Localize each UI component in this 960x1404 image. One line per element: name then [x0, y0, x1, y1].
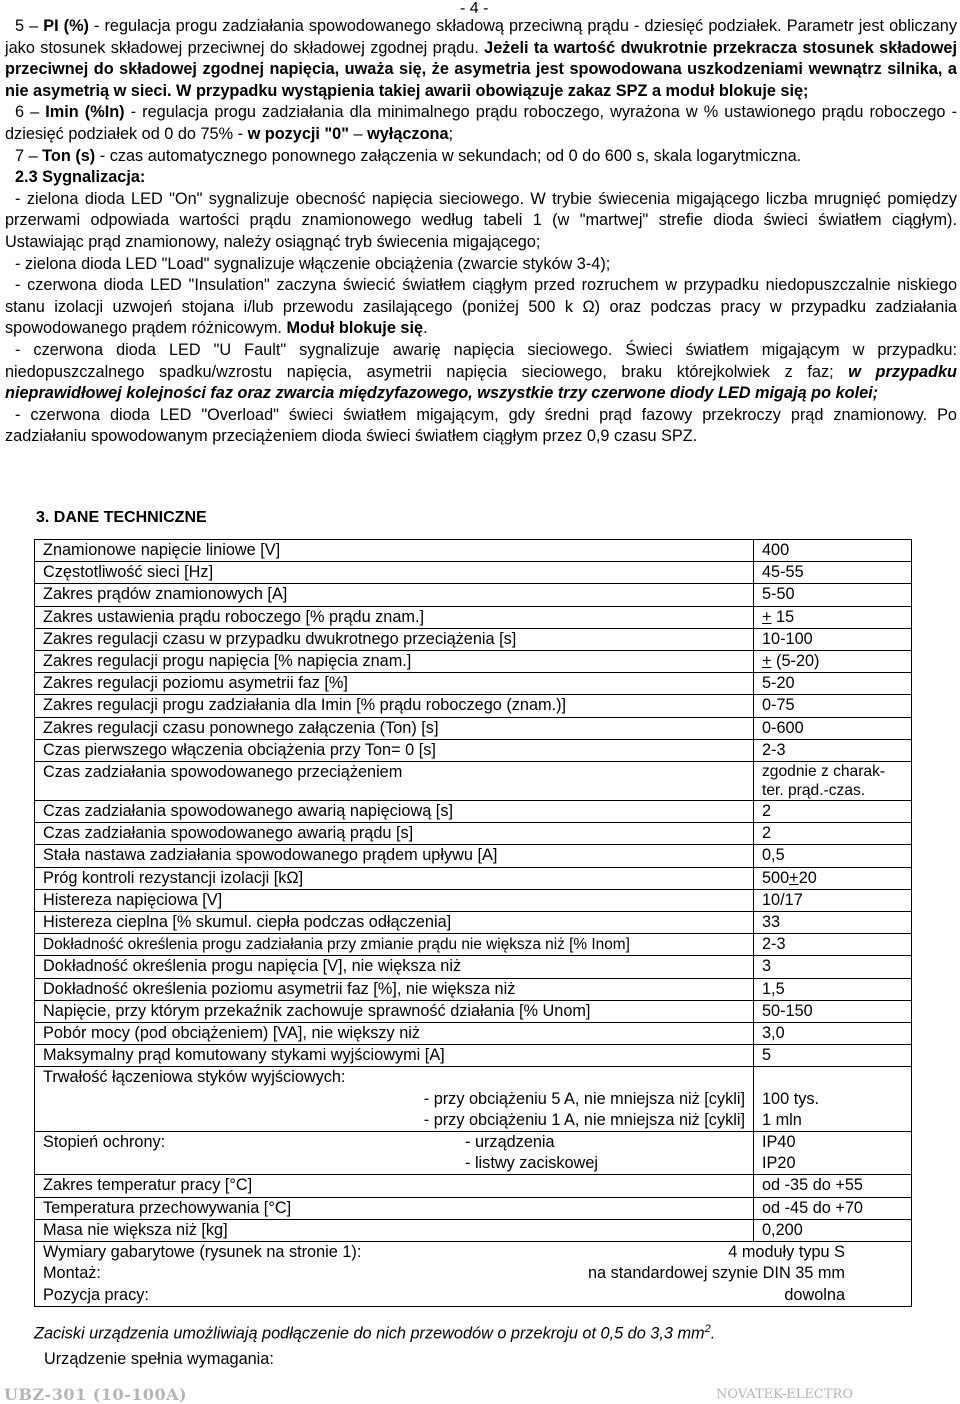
- table-row: Zakres temperatur pracy [°C] od -35 do +55: [35, 1175, 912, 1197]
- table-row: Histereza cieplna [% skumul. ciepła podczas odłączenia] 33: [35, 912, 912, 934]
- signaling-heading: 2.3 Sygnalizacja:: [15, 168, 146, 187]
- paragraph-pi: 5 – PI (%) - regulacja progu zadziałania spowodowanego składową przeciwną prądu - dziesięć podziałek. Parametr jest obliczany jako stosunek składowej przeciwnej do składowej zgodnej prądu. Jeżeli ta wartość dwukrotnie przekracza stosunek składowej przeciwnej do składowej zgodnej napięcia, uważa się, że asymetria jest spowodowana uszkodzeniami wewnątrz silnika, a nie asymetrią w sieci. W przypadku wystąpienia takiej awarii obowiązuje zakaz SPZ a moduł blokuje się;: [5, 17, 957, 100]
- table-row: Dokładność określenia progu zadziałania przy zmianie prądu nie większa niż [% Inom] 2-3: [35, 934, 912, 956]
- table-row: Czas pierwszego włączenia obciążenia przy Ton= 0 [s] 2-3: [35, 739, 912, 761]
- table-row: Próg kontroli rezystancji izolacji [kΩ] 500+20: [35, 867, 912, 889]
- table-row: Czas zadziałania spowodowanego awarią prądu [s] 2: [35, 823, 912, 845]
- footer-model: UBZ-301 (10-100A): [4, 1385, 188, 1404]
- footer-brand: NOVATEK-ELECTRO: [716, 1387, 853, 1402]
- table-row: Znamionowe napięcie liniowe [V] 400: [35, 540, 912, 562]
- table-row: Częstotliwość sieci [Hz] 45-55: [35, 562, 912, 584]
- table-row: Stopień ochrony: - urządzenia - listwy zaciskowej IP40 IP20: [35, 1132, 912, 1175]
- signal-led-ufault: - czerwona dioda LED "U Fault" sygnalizuje awarię napięcia sieciowego. Świeci światłem migającym w przypadku: niedopuszczalnego spadku/wzrostu napięcia, asymetrii napięcia sieciowego, braku którejkolwiek z faz; w przypadku nieprawidłowej kolejności faz oraz zwarcia międzyfazowego, wszystkie trzy czerwone diody LED migają po kolei;: [5, 340, 957, 403]
- requirements-note: Urządzenie spełnia wymagania:: [44, 1350, 274, 1368]
- signal-led-load: - zielona dioda LED "Load" sygnalizuje włączenie obciążenia (zwarcie styków 3-4);: [15, 254, 611, 273]
- signal-led-on: - zielona dioda LED "On" sygnalizuje obecność napięcia sieciowego. W trybie świecenia migającego liczba mrugnięć pomiędzy przerwami odpowiada wartości prądu znamionowego według tabeli 1 (w "martwej" strefie dioda świeci światłem ciągłym). Ustawiając prąd znamionowy, należy osiągnąć tryb świecenia migającego;: [5, 189, 957, 251]
- table-row: Czas zadziałania spowodowanego przeciążeniem zgodnie z charak- ter. prąd.-czas.: [35, 762, 912, 801]
- terminals-note: Zaciski urządzenia umożliwiają podłączenie do nich przewodów o przekroju ot 0,5 do 3,3 $mm^2$.: [34, 1323, 716, 1343]
- table-row: Pobór mocy (pod obciążeniem) [VA], nie większy niż 3,0: [35, 1023, 912, 1045]
- table-row: Zakres regulacji progu zadziałania dla Imin [% prądu roboczego (znam.)] 0-75: [35, 695, 912, 717]
- table-row: Trwałość łączeniowa styków wyjściowych: - przy obciążeniu 5 A, nie mniejsza niż [cykli] - przy obciążeniu 1 A, nie mniejsza niż [cykli] 100 tys. 1 mln: [35, 1067, 912, 1132]
- page-number: - 4 -: [460, 0, 489, 17]
- paragraph-imin: 6 – Imin (%In) - regulacja progu zadziałania dla minimalnego prądu roboczego, wyrażona w % ustawionego prądu roboczego - dziesięć podziałek od 0 do 75% - w pozycji "0" – wyłączona;: [5, 103, 957, 143]
- paragraph-ton: 7 – Ton (s) - czas automatycznego ponownego załączenia w sekundach; od 0 do 600 s, skala logarytmiczna.: [15, 146, 802, 165]
- table-row: Stała nastawa zadziałania spowodowanego prądem upływu [A] 0,5: [35, 845, 912, 867]
- table-row: Temperatura przechowywania [°C] od -45 do +70: [35, 1197, 912, 1219]
- table-row: Masa nie większa niż [kg] 0,200: [35, 1219, 912, 1241]
- table-row: Wymiary gabarytowe (rysunek na stronie 1): 4 moduły typu S Montaż: na standardowej szynie DIN 35 mm Pozycja pracy: dowolna: [35, 1242, 912, 1307]
- table-row: Czas zadziałania spowodowanego awarią napięciową [s] 2: [35, 801, 912, 823]
- table-row: Zakres ustawienia prądu roboczego [% prądu znam.] + 15: [35, 606, 912, 628]
- tech-data-table: [34, 539, 912, 1307]
- table-row: Zakres prądów znamionowych [A] 5-50: [35, 584, 912, 606]
- table-row: Zakres regulacji czasu ponownego załączenia (Ton) [s] 0-600: [35, 717, 912, 739]
- signal-led-overload: - czerwona dioda LED "Overload" świeci światłem migającym, gdy średni prąd fazowy przekroczy prąd znamionowy. Po zadziałaniu spowodowanym przeciążeniem dioda świeci światłem ciągłym przez 0,9 czasu SPZ.: [5, 405, 957, 446]
- signal-led-insulation: - czerwona dioda LED "Insulation" zaczyna świecić światłem ciągłym przed rozruchem w przypadku niedopuszczalnie niskiego stanu izolacji uzwojeń stojana i/lub przewodu zasilającego (poniżej 500 k Ω) oraz podczas pracy w przypadku zadziałania spowodowanego prądem różnicowym. Moduł blokuje się.: [5, 276, 957, 338]
- table-row: Histereza napięciowa [V] 10/17: [35, 889, 912, 911]
- table-row: Napięcie, przy którym przekaźnik zachowuje sprawność działania [% Unom] 50-150: [35, 1000, 912, 1022]
- settings-description: [5, 16, 957, 448]
- table-row: Dokładność określenia poziomu asymetrii faz [%], nie większa niż 1,5: [35, 978, 912, 1000]
- table-row: Dokładność określenia progu napięcia [V], nie większa niż 3: [35, 956, 912, 978]
- table-row: Maksymalny prąd komutowany stykami wyjściowymi [A] 5: [35, 1045, 912, 1067]
- section-title-tech-data: 3. DANE TECHNICZNE: [36, 509, 207, 526]
- table-row: Zakres regulacji progu napięcia [% napięcia znam.] + (5-20): [35, 651, 912, 673]
- table-row: Zakres regulacji poziomu asymetrii faz [%] 5-20: [35, 673, 912, 695]
- table-row: Zakres regulacji czasu w przypadku dwukrotnego przeciążenia [s] 10-100: [35, 628, 912, 650]
